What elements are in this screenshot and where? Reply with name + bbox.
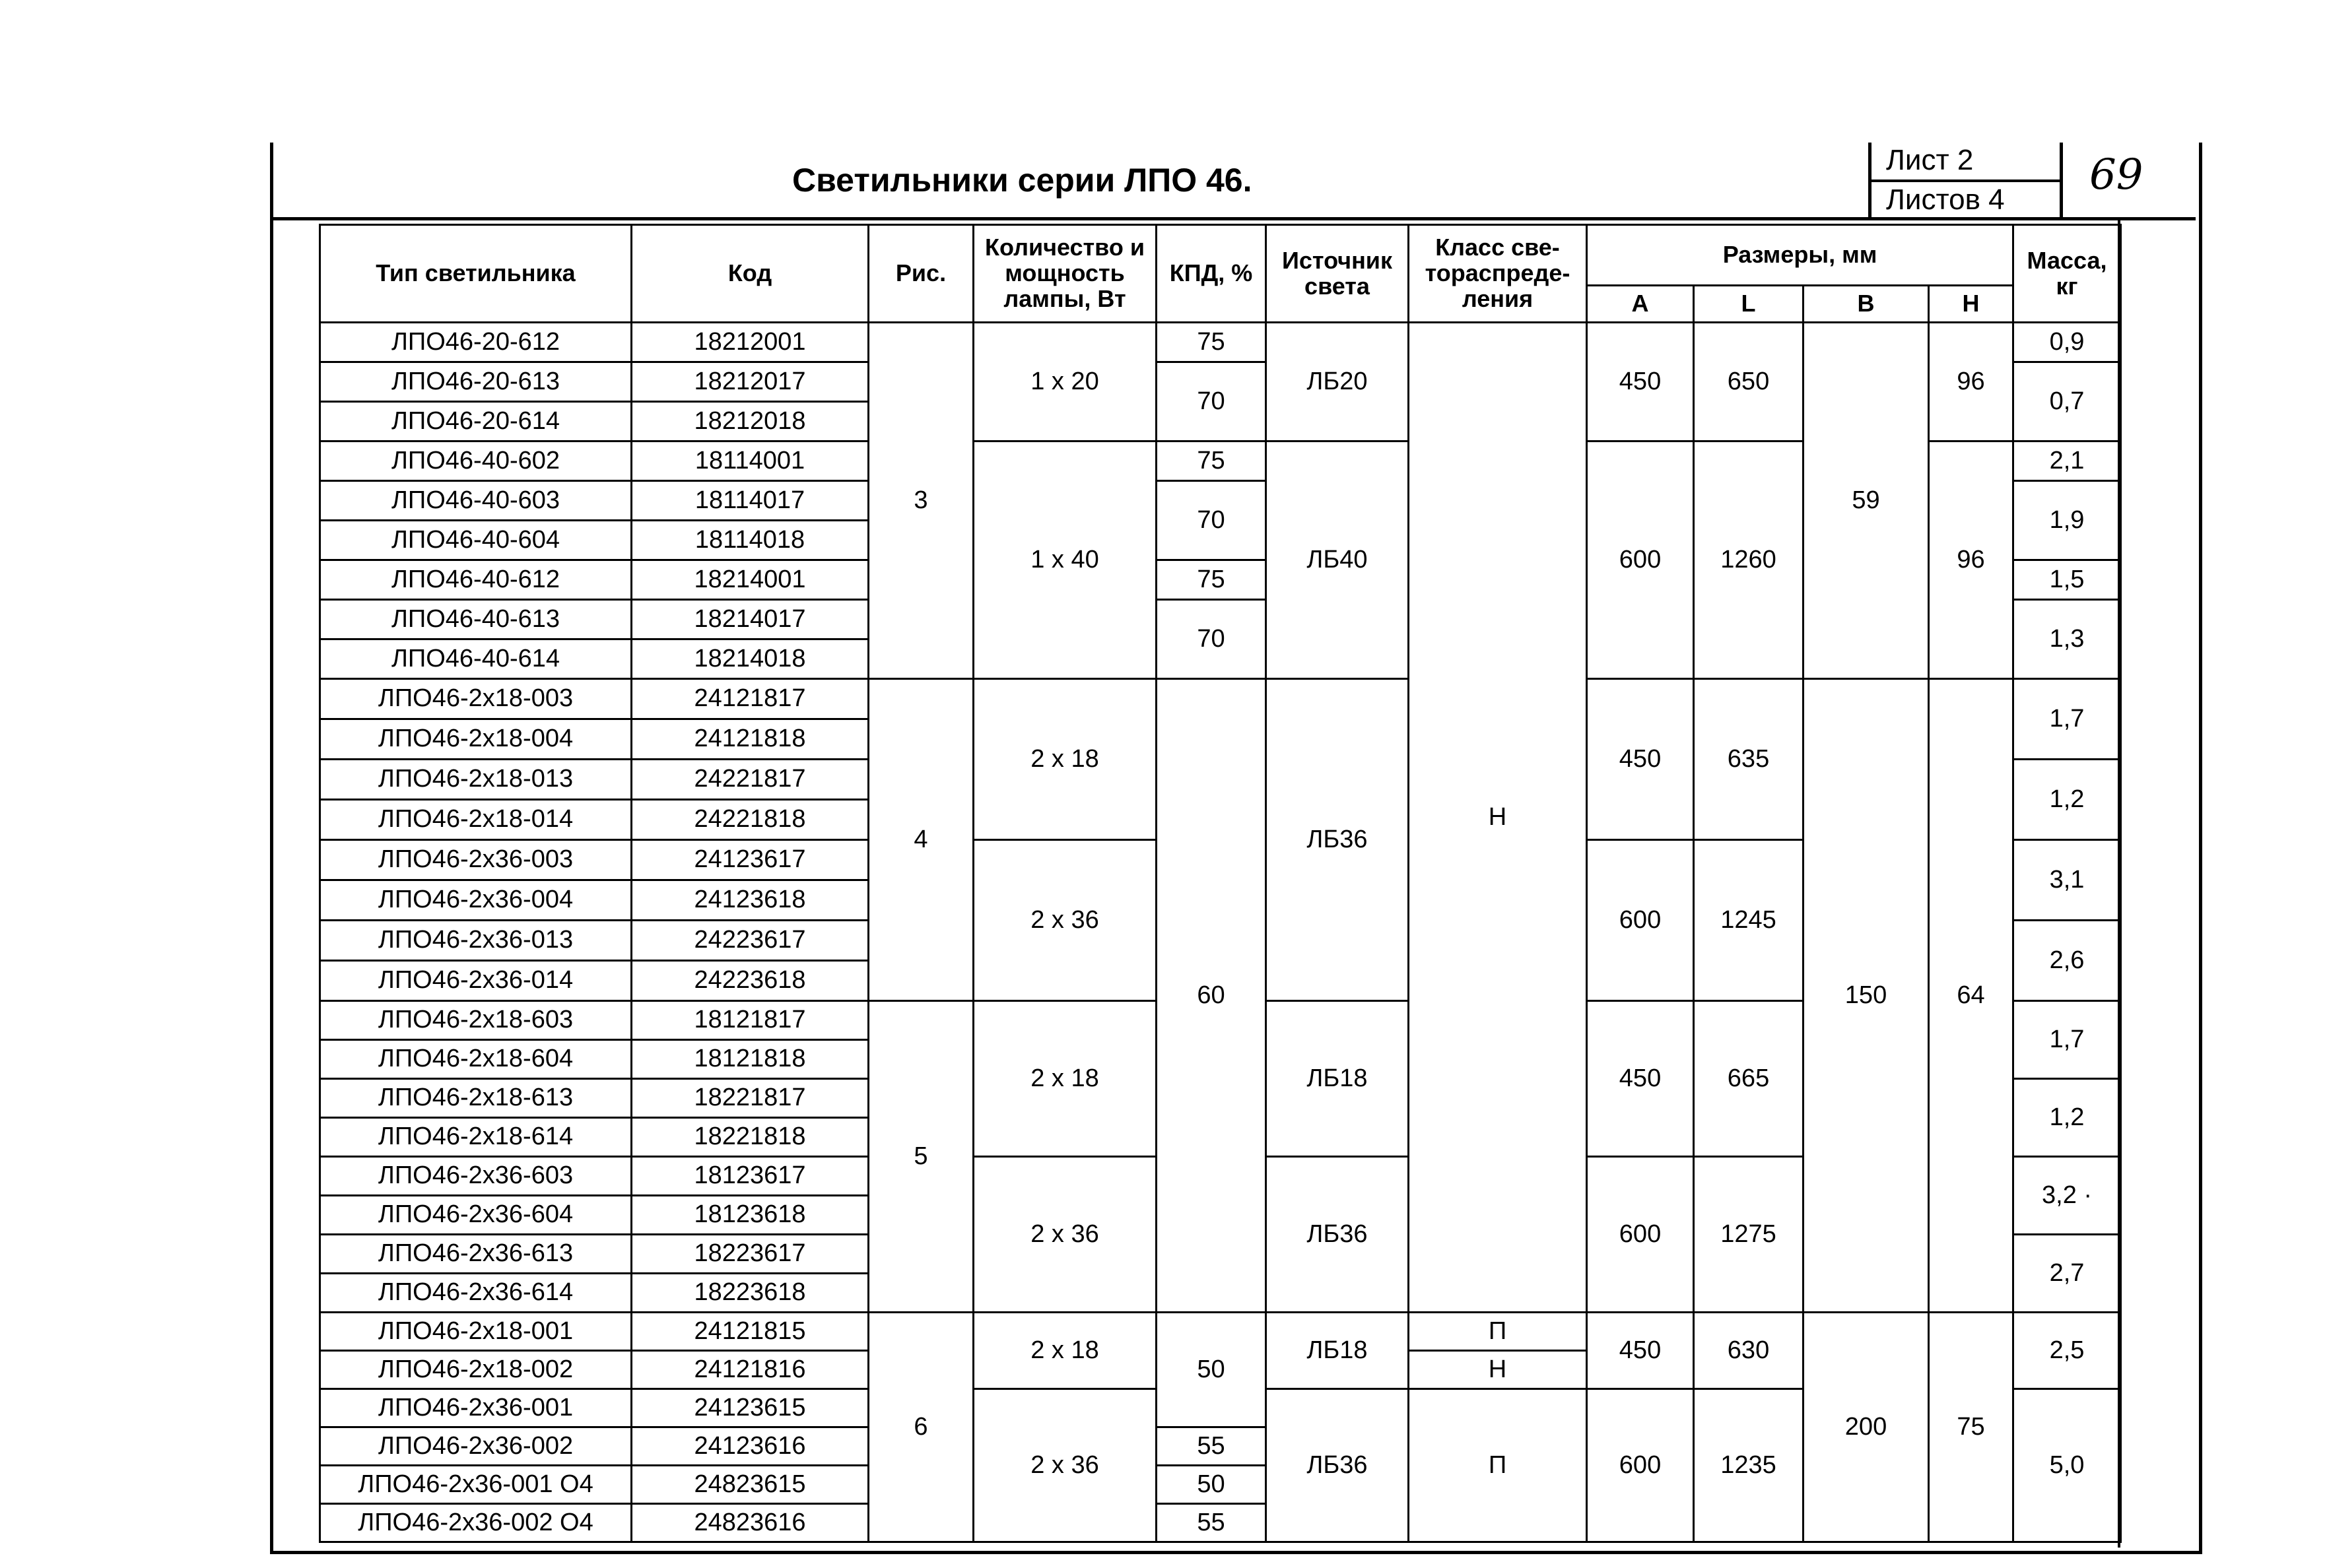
- cell-source: ЛБ40: [1266, 441, 1409, 679]
- cell-type: ЛПО46-2х36-014: [320, 961, 632, 1001]
- cell-eff: 70: [1157, 481, 1266, 560]
- cell-code: 18221818: [632, 1118, 869, 1157]
- cell-code: 24823616: [632, 1504, 869, 1542]
- cell-code: 18212018: [632, 402, 869, 441]
- cell-type: ЛПО46-20-612: [320, 323, 632, 362]
- cell-code: 18121818: [632, 1040, 869, 1079]
- cell-fig: 3: [869, 323, 974, 679]
- cell-source: ЛБ18: [1266, 1313, 1409, 1389]
- cell-type: ЛПО46-2х36-613: [320, 1235, 632, 1274]
- cell-class: П: [1409, 1389, 1587, 1542]
- cell-code: 18214018: [632, 639, 869, 679]
- cell-code: 24123617: [632, 840, 869, 880]
- cell-code: 18114018: [632, 521, 869, 560]
- cell-dim-b: 200: [1804, 1313, 1929, 1542]
- cell-dim-l: 1260: [1694, 441, 1804, 679]
- cell-power: 2 х 18: [974, 1313, 1157, 1389]
- cell-code: 24121815: [632, 1313, 869, 1351]
- cell-dim-l: 630: [1694, 1313, 1804, 1389]
- header-power: Количество и мощность лампы, Вт: [974, 225, 1157, 323]
- cell-type: ЛПО46-2х18-002: [320, 1351, 632, 1389]
- cell-eff: 55: [1157, 1427, 1266, 1466]
- cell-type: ЛПО46-2х36-002: [320, 1427, 632, 1466]
- sheet-label: Лист 2: [1886, 144, 1974, 176]
- cell-type: ЛПО46-2х18-004: [320, 719, 632, 760]
- header-dim-a: А: [1587, 286, 1694, 323]
- cell-dim-l: 1275: [1694, 1157, 1804, 1313]
- cell-dim-l: 665: [1694, 1001, 1804, 1157]
- cell-type: ЛПО46-2х18-001: [320, 1313, 632, 1351]
- cell-mass: 0,9: [2013, 323, 2121, 362]
- cell-dim-l: 1235: [1694, 1389, 1804, 1542]
- cell-fig: 5: [869, 1001, 974, 1313]
- cell-code: 24221818: [632, 800, 869, 840]
- cell-type: ЛПО46-2х36-614: [320, 1274, 632, 1313]
- cell-dim-b: 150: [1804, 679, 1929, 1313]
- cell-type: ЛПО46-2х18-003: [320, 679, 632, 719]
- cell-type: ЛПО46-2х18-603: [320, 1001, 632, 1040]
- header-fig: Рис.: [869, 225, 974, 323]
- header-dim-l: L: [1694, 286, 1804, 323]
- cell-source: ЛБ36: [1266, 1157, 1409, 1313]
- cell-mass: 2,1: [2013, 441, 2121, 481]
- cell-eff: 55: [1157, 1504, 1266, 1542]
- cell-type: ЛПО46-20-614: [320, 402, 632, 441]
- cell-mass: 3,2 ·: [2013, 1157, 2121, 1235]
- cell-code: 24121817: [632, 679, 869, 719]
- cell-fig: 6: [869, 1313, 974, 1542]
- cell-mass: 2,6: [2013, 921, 2121, 1001]
- cell-class: Н: [1409, 323, 1587, 1313]
- cell-type: ЛПО46-2х36-001: [320, 1389, 632, 1427]
- cell-power: 1 х 40: [974, 441, 1157, 679]
- cell-code: 18114001: [632, 441, 869, 481]
- cell-type: ЛПО46-40-602: [320, 441, 632, 481]
- table-row: [320, 679, 2121, 719]
- luminaire-table: [319, 224, 2122, 1543]
- table-row: [320, 323, 2121, 362]
- cell-power: 2 х 18: [974, 679, 1157, 840]
- header-class: Класс све-тораспреде-ления: [1409, 225, 1587, 323]
- cell-code: 24123615: [632, 1389, 869, 1427]
- cell-code: 24121816: [632, 1351, 869, 1389]
- cell-type: ЛПО46-40-614: [320, 639, 632, 679]
- cell-eff: 75: [1157, 323, 1266, 362]
- cell-dim-l: 635: [1694, 679, 1804, 840]
- table-row: [320, 1313, 2121, 1351]
- cell-type: ЛПО46-2х18-013: [320, 760, 632, 800]
- cell-source: ЛБ20: [1266, 323, 1409, 441]
- cell-dim-a: 450: [1587, 323, 1694, 441]
- cell-mass: 1,2: [2013, 1079, 2121, 1157]
- cell-dim-h: 75: [1929, 1313, 2013, 1542]
- cell-power: 2 х 18: [974, 1001, 1157, 1157]
- cell-source: ЛБ18: [1266, 1001, 1409, 1157]
- cell-code: 24123616: [632, 1427, 869, 1466]
- cell-code: 18214017: [632, 600, 869, 639]
- sheet-stamp: [1868, 143, 2063, 217]
- header-dimensions: Размеры, мм: [1587, 225, 2013, 286]
- cell-dim-h: 64: [1929, 679, 2013, 1313]
- cell-dim-a: 450: [1587, 1001, 1694, 1157]
- cell-power: 1 х 20: [974, 323, 1157, 441]
- header-mass: Масса, кг: [2013, 225, 2121, 323]
- cell-code: 18223617: [632, 1235, 869, 1274]
- header-dim-h: Н: [1929, 286, 2013, 323]
- cell-mass: 2,7: [2013, 1235, 2121, 1313]
- cell-mass: 1,7: [2013, 1001, 2121, 1079]
- title-divider: [270, 217, 2196, 220]
- cell-power: 2 х 36: [974, 1157, 1157, 1313]
- cell-code: 24223618: [632, 961, 869, 1001]
- cell-code: 18214001: [632, 560, 869, 600]
- cell-code: 18212001: [632, 323, 869, 362]
- cell-fig: 4: [869, 679, 974, 1001]
- cell-type: ЛПО46-2х36-603: [320, 1157, 632, 1196]
- cell-eff: 70: [1157, 600, 1266, 679]
- cell-eff: 70: [1157, 362, 1266, 441]
- cell-power: 2 х 36: [974, 1389, 1157, 1542]
- cell-mass: 1,3: [2013, 600, 2121, 679]
- header-code: Код: [632, 225, 869, 323]
- cell-type: ЛПО46-2х18-014: [320, 800, 632, 840]
- cell-mass: 1,5: [2013, 560, 2121, 600]
- cell-dim-h: 96: [1929, 441, 2013, 679]
- cell-dim-a: 600: [1587, 840, 1694, 1001]
- cell-mass: 2,5: [2013, 1313, 2121, 1389]
- cell-eff: 60: [1157, 679, 1266, 1313]
- page-number: 69: [2089, 150, 2143, 199]
- page-title: Светильники серии ЛПО 46.: [792, 162, 1252, 199]
- cell-type: ЛПО46-2х36-001 О4: [320, 1466, 632, 1504]
- cell-source: ЛБ36: [1266, 1389, 1409, 1542]
- header-type: Тип светильника: [320, 225, 632, 323]
- cell-type: ЛПО46-40-613: [320, 600, 632, 639]
- cell-code: 18123618: [632, 1196, 869, 1235]
- cell-source: ЛБ36: [1266, 679, 1409, 1001]
- cell-code: 18121817: [632, 1001, 869, 1040]
- cell-dim-a: 450: [1587, 679, 1694, 840]
- cell-code: 18212017: [632, 362, 869, 402]
- cell-mass: 0,7: [2013, 362, 2121, 441]
- cell-code: 24221817: [632, 760, 869, 800]
- cell-dim-a: 600: [1587, 441, 1694, 679]
- cell-eff: 50: [1157, 1466, 1266, 1504]
- header-source: Источник света: [1266, 225, 1409, 323]
- cell-dim-h: 96: [1929, 323, 2013, 441]
- cell-type: ЛПО46-2х18-613: [320, 1079, 632, 1118]
- cell-dim-l: 650: [1694, 323, 1804, 441]
- cell-code: 24121818: [632, 719, 869, 760]
- cell-type: ЛПО46-2х18-614: [320, 1118, 632, 1157]
- cell-type: ЛПО46-40-603: [320, 481, 632, 521]
- cell-type: ЛПО46-2х36-002 О4: [320, 1504, 632, 1542]
- cell-power: 2 х 36: [974, 840, 1157, 1001]
- cell-type: ЛПО46-2х36-013: [320, 921, 632, 961]
- cell-code: 18221817: [632, 1079, 869, 1118]
- cell-code: 18223618: [632, 1274, 869, 1313]
- cell-mass: 3,1: [2013, 840, 2121, 921]
- cell-eff: 75: [1157, 441, 1266, 481]
- cell-dim-a: 600: [1587, 1157, 1694, 1313]
- cell-code: 18114017: [632, 481, 869, 521]
- cell-class: Н: [1409, 1351, 1587, 1389]
- header-dim-b: В: [1804, 286, 1929, 323]
- cell-code: 18123617: [632, 1157, 869, 1196]
- cell-type: ЛПО46-40-604: [320, 521, 632, 560]
- cell-class: П: [1409, 1313, 1587, 1351]
- cell-eff: 50: [1157, 1313, 1266, 1427]
- cell-type: ЛПО46-40-612: [320, 560, 632, 600]
- cell-dim-l: 1245: [1694, 840, 1804, 1001]
- sheets-label: Листов 4: [1886, 183, 2005, 216]
- cell-dim-b: 59: [1804, 323, 1929, 679]
- cell-mass: 5,0: [2013, 1389, 2121, 1542]
- cell-code: 24223617: [632, 921, 869, 961]
- cell-type: ЛПО46-2х18-604: [320, 1040, 632, 1079]
- header-efficiency: КПД, %: [1157, 225, 1266, 323]
- cell-code: 24123618: [632, 880, 869, 921]
- cell-mass: 1,9: [2013, 481, 2121, 560]
- cell-dim-a: 600: [1587, 1389, 1694, 1542]
- cell-code: 24823615: [632, 1466, 869, 1504]
- cell-dim-a: 450: [1587, 1313, 1694, 1389]
- cell-type: ЛПО46-2х36-004: [320, 880, 632, 921]
- cell-type: ЛПО46-2х36-003: [320, 840, 632, 880]
- cell-type: ЛПО46-20-613: [320, 362, 632, 402]
- cell-eff: 75: [1157, 560, 1266, 600]
- cell-mass: 1,2: [2013, 760, 2121, 840]
- cell-mass: 1,7: [2013, 679, 2121, 760]
- cell-type: ЛПО46-2х36-604: [320, 1196, 632, 1235]
